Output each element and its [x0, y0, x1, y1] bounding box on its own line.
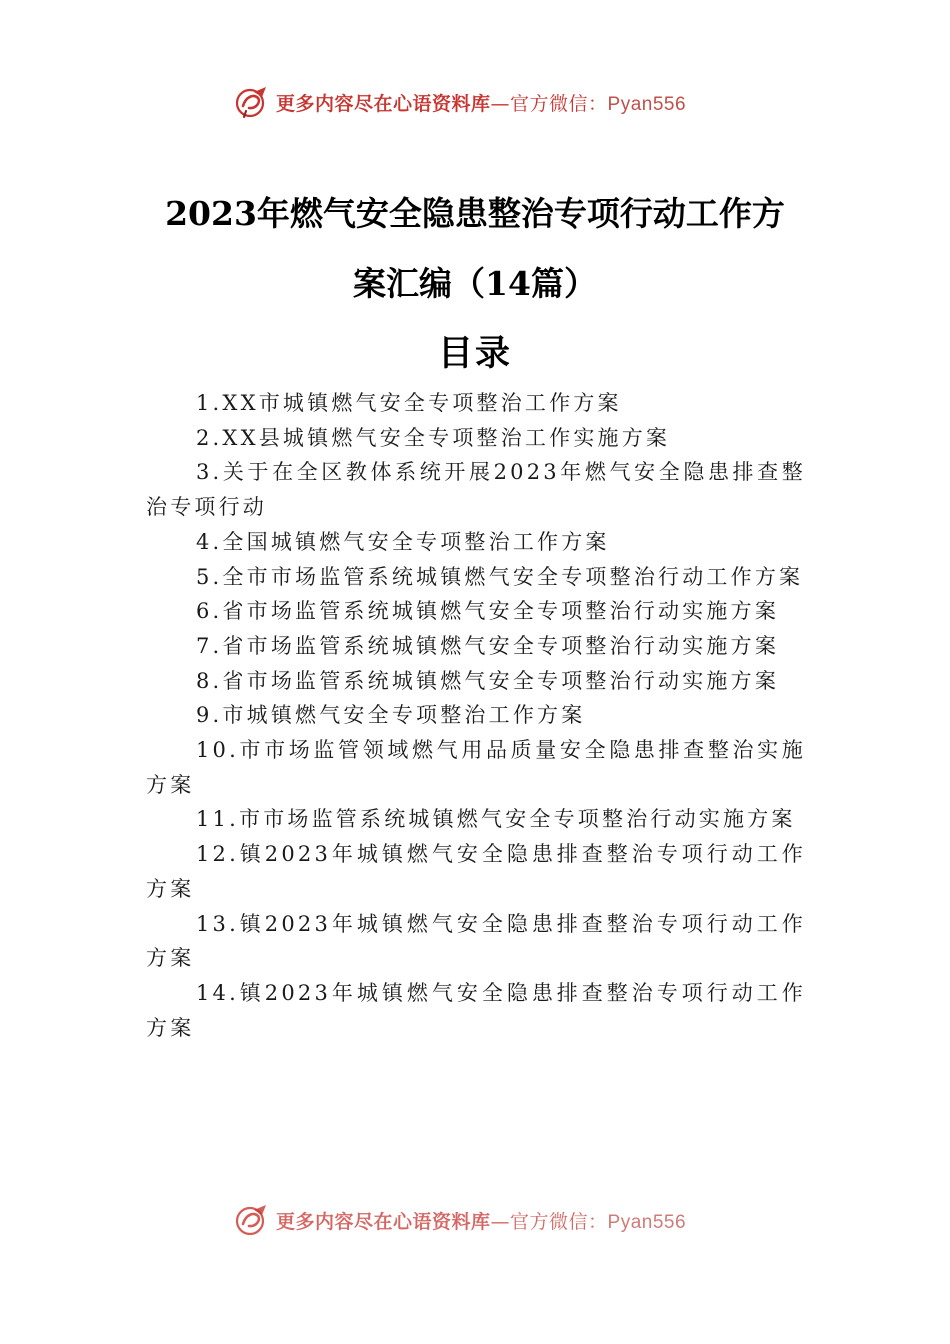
- toc-list: [146, 386, 806, 1045]
- footer-wechat-id: Pyan556: [607, 1211, 687, 1233]
- header-dash: —: [490, 92, 511, 115]
- header-banner: [234, 82, 686, 122]
- header-wechat-id: Pyan556: [607, 93, 687, 115]
- pen-swirl-logo-icon: [234, 1203, 270, 1237]
- toc-item: 7.省市场监管系统城镇燃气安全专项整治行动实施方案: [196, 633, 780, 658]
- toc-item: 14.镇2023年城镇燃气安全隐患排查整治专项行动工作方案: [146, 980, 806, 1040]
- footer-site-text: 更多内容尽在心语资料库: [276, 1210, 491, 1233]
- document-title-line1: 2023年燃气安全隐患整治专项行动工作方: [165, 194, 785, 233]
- toc-item: 6.省市场监管系统城镇燃气安全专项整治行动实施方案: [196, 599, 780, 624]
- header-banner-text: [276, 89, 686, 116]
- toc-item: 1.XX市城镇燃气安全专项整治工作方案: [196, 391, 622, 415]
- document-title-line2: 案汇编（14篇）: [353, 264, 597, 303]
- footer-banner-text: [276, 1207, 686, 1234]
- footer-banner: [234, 1203, 686, 1237]
- toc-item: 9.市城镇燃气安全专项整治工作方案: [196, 703, 586, 728]
- toc-item: 5.全市市场监管系统城镇燃气安全专项整治行动工作方案: [196, 564, 804, 589]
- toc-item: 10.市市场监管领域燃气用品质量安全隐患排查整治实施方案: [146, 738, 806, 797]
- toc-item: 3.关于在全区教体系统开展2023年燃气安全隐患排查整治专项行动: [146, 460, 806, 520]
- toc-item: 8.省市场监管系统城镇燃气安全专项整治行动实施方案: [196, 668, 780, 693]
- toc-item: 12.镇2023年城镇燃气安全隐患排查整治专项行动工作方案: [146, 842, 806, 901]
- footer-dash: —: [490, 1210, 511, 1233]
- toc-item: 11.市市场监管系统城镇燃气安全专项整治行动实施方案: [196, 807, 796, 832]
- toc-item: 4.全国城镇燃气安全专项整治工作方案: [196, 529, 610, 554]
- pen-swirl-logo-icon: [234, 84, 270, 120]
- toc-item: 13.镇2023年城镇燃气安全隐患排查整治专项行动工作方案: [146, 911, 806, 971]
- toc-heading: 目录: [437, 333, 512, 374]
- header-site-text: 更多内容尽在心语资料库: [276, 92, 491, 115]
- toc-item: 2.XX县城镇燃气安全专项整治工作实施方案: [196, 425, 671, 450]
- footer-wechat-label: 官方微信：: [510, 1210, 608, 1233]
- header-wechat-label: 官方微信：: [510, 92, 608, 115]
